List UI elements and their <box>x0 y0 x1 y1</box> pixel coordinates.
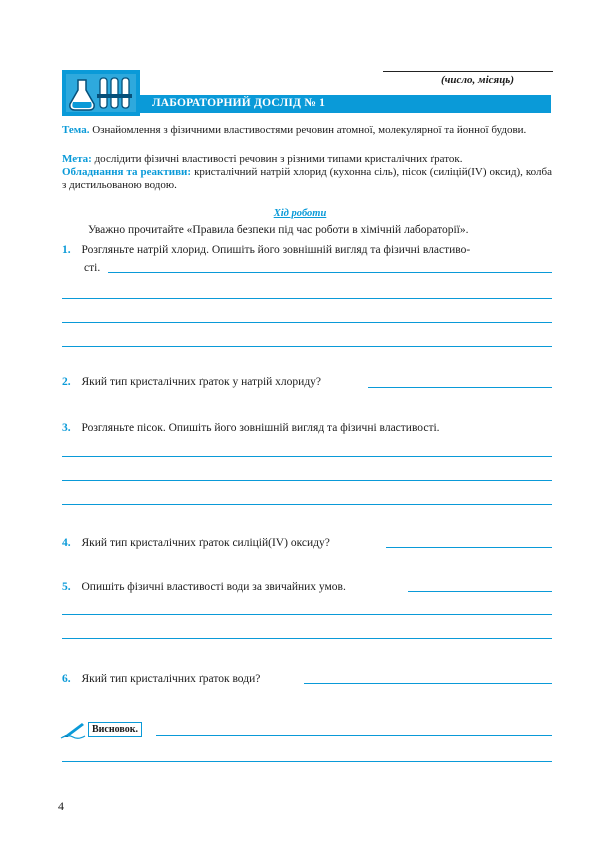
goal-label: Мета: <box>62 153 92 165</box>
question-4-number: 4. <box>62 537 71 549</box>
answer-line[interactable] <box>386 547 552 548</box>
lab-glassware-icon <box>62 70 140 116</box>
answer-line[interactable] <box>156 735 552 736</box>
instruction-text: Уважно прочитайте «Правила безпеки під час роботи в хімічній лабораторії». <box>88 224 469 236</box>
topic-text: Ознайомлення з фізичними властивостями речовин атомної, молекулярної та йонної будови. <box>92 124 527 136</box>
equipment-text: кристалічний натрій хлорид (кухонна сіль), пісок (силіцій(IV) оксид), колба з дистильованою водою. <box>62 166 553 191</box>
answer-line[interactable] <box>62 504 552 505</box>
question-5 <box>62 581 346 593</box>
lab-title-banner <box>140 95 551 113</box>
answer-line[interactable] <box>62 614 552 615</box>
answer-line[interactable] <box>108 272 552 273</box>
equipment-block <box>62 166 552 192</box>
goal-text: дослідити фізичні властивості речовин з різними типами кристалічних ґраток. <box>94 153 463 165</box>
question-4 <box>62 537 330 549</box>
question-3-text: Розгляньте пісок. Опишіть його зовнішній вигляд та фізичні властивості. <box>81 422 440 434</box>
question-1-cont: сті. <box>84 262 101 274</box>
answer-line[interactable] <box>62 761 552 762</box>
answer-line[interactable] <box>62 322 552 323</box>
question-5-number: 5. <box>62 581 71 593</box>
topic-label: Тема. <box>62 124 90 136</box>
answer-line[interactable] <box>408 591 552 592</box>
answer-line[interactable] <box>62 456 552 457</box>
question-1-number: 1. <box>62 244 71 256</box>
question-6 <box>62 673 260 685</box>
equipment-label: Обладнання та реактиви: <box>62 166 192 178</box>
goal-block <box>62 153 554 166</box>
question-4-text: Який тип кристалічних ґраток силіцій(IV) оксиду? <box>81 537 330 549</box>
conclusion-label: Висновок. <box>88 722 142 737</box>
answer-line[interactable] <box>62 638 552 639</box>
pencil-icon <box>60 721 86 739</box>
question-1-text: Розгляньте натрій хлорид. Опишіть його зовнішній вигляд та фізичні властиво- <box>81 244 471 256</box>
answer-line[interactable] <box>62 480 552 481</box>
question-6-text: Який тип кристалічних ґраток води? <box>81 673 261 685</box>
lab-title: ЛАБОРАТОРНИЙ ДОСЛІД № 1 <box>152 97 326 109</box>
question-3 <box>62 422 440 434</box>
progress-heading: Хід роботи <box>273 208 327 219</box>
question-2-number: 2. <box>62 376 71 388</box>
page-number: 4 <box>58 799 64 813</box>
question-3-number: 3. <box>62 422 71 434</box>
answer-line[interactable] <box>304 683 552 684</box>
question-1 <box>62 244 554 256</box>
answer-line[interactable] <box>368 387 552 388</box>
answer-line[interactable] <box>62 298 552 299</box>
question-6-number: 6. <box>62 673 71 685</box>
question-2 <box>62 376 321 388</box>
date-rule <box>383 71 553 72</box>
question-2-text: Який тип кристалічних ґраток у натрій хлориду? <box>81 376 322 388</box>
topic-block <box>62 124 552 137</box>
answer-line[interactable] <box>62 346 552 347</box>
date-note: (число, місяць) <box>440 74 514 86</box>
question-5-text: Опишіть фізичні властивості води за звичайних умов. <box>81 581 346 593</box>
